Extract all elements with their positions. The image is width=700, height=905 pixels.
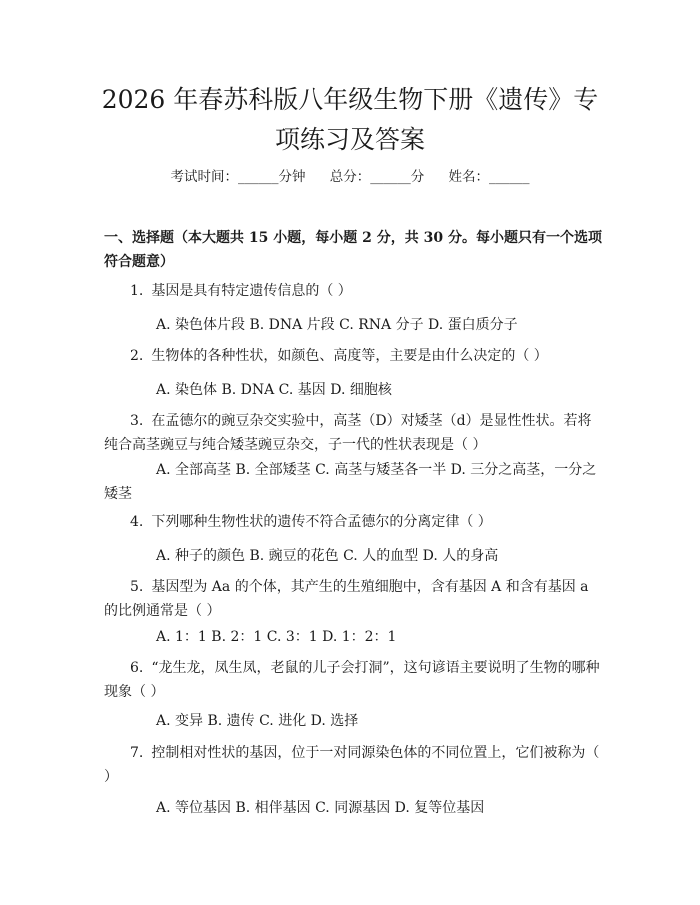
question-stem: 在孟德尔的豌豆杂交实验中，高茎（D）对矮茎（d）是显性性状。若将纯合高茎豌豆与纯合矮茎豌豆杂交，子一代的性状表现是（ ）	[104, 413, 592, 453]
question-number: 4.	[130, 514, 144, 530]
section-heading: 一、选择题（本大题共 15 小题，每小题 2 分，共 30 分。每小题只有一个选项符合题意）	[104, 230, 602, 270]
question-number: 5.	[130, 579, 144, 595]
question-number: 1.	[130, 283, 144, 299]
exam-meta	[0, 167, 700, 187]
question-stem: “龙生龙，凤生凤，老鼠的儿子会打洞”，这句谚语主要说明了生物的哪种现象（ ）	[104, 660, 600, 700]
question-number: 6.	[130, 660, 144, 676]
question-stem: 生物体的各种性状，如颜色、高度等，主要是由什么决定的（ ）	[151, 348, 548, 364]
document-title: 2026 年春苏科版八年级生物下册《遗传》专项练习及答案	[101, 85, 599, 154]
question-stem: 基因型为 Aa 的个体，其产生的生殖细胞中，含有基因 A 和含有基因 a 的比例通常是（ ）	[104, 579, 589, 619]
question-stem: 基因是具有特定遗传信息的（ ）	[151, 283, 352, 299]
question-number: 2.	[130, 348, 144, 364]
question-stem: 下列哪种生物性状的遗传不符合孟德尔的分离定律（ ）	[151, 514, 492, 530]
student-name: 姓名：______	[448, 169, 530, 185]
question-4	[104, 510, 604, 534]
exam-score: 总分：______分	[329, 169, 425, 185]
question-3	[104, 409, 604, 457]
question-4-options: A. 种子的颜色 B. 豌豆的花色 C. 人的血型 D. 人的身高	[156, 548, 499, 564]
question-2	[104, 344, 604, 368]
question-7-options: A. 等位基因 B. 相伴基因 C. 同源基因 D. 复等位基因	[156, 800, 485, 816]
question-stem: 控制相对性状的基因，位于一对同源染色体的不同位置上，它们被称为（ ）	[104, 745, 600, 785]
question-2-options: A. 染色体 B. DNA C. 基因 D. 细胞核	[156, 382, 392, 398]
question-3-options: A. 全部高茎 B. 全部矮茎 C. 高茎与矮茎各一半 D. 三分之高茎，一分之矮茎	[104, 462, 597, 502]
question-6	[104, 656, 604, 704]
question-5-options: A. 1：1 B. 2：1 C. 3：1 D. 1：2：1	[156, 629, 397, 645]
question-number: 7.	[130, 745, 144, 761]
question-number: 3.	[130, 413, 144, 429]
question-1-options: A. 染色体片段 B. DNA 片段 C. RNA 分子 D. 蛋白质分子	[156, 317, 518, 333]
question-1	[104, 279, 604, 303]
exam-time: 考试时间：______分钟	[170, 169, 306, 185]
question-6-options: A. 变异 B. 遗传 C. 进化 D. 选择	[156, 713, 359, 729]
question-5	[104, 575, 604, 623]
question-7	[104, 741, 604, 789]
